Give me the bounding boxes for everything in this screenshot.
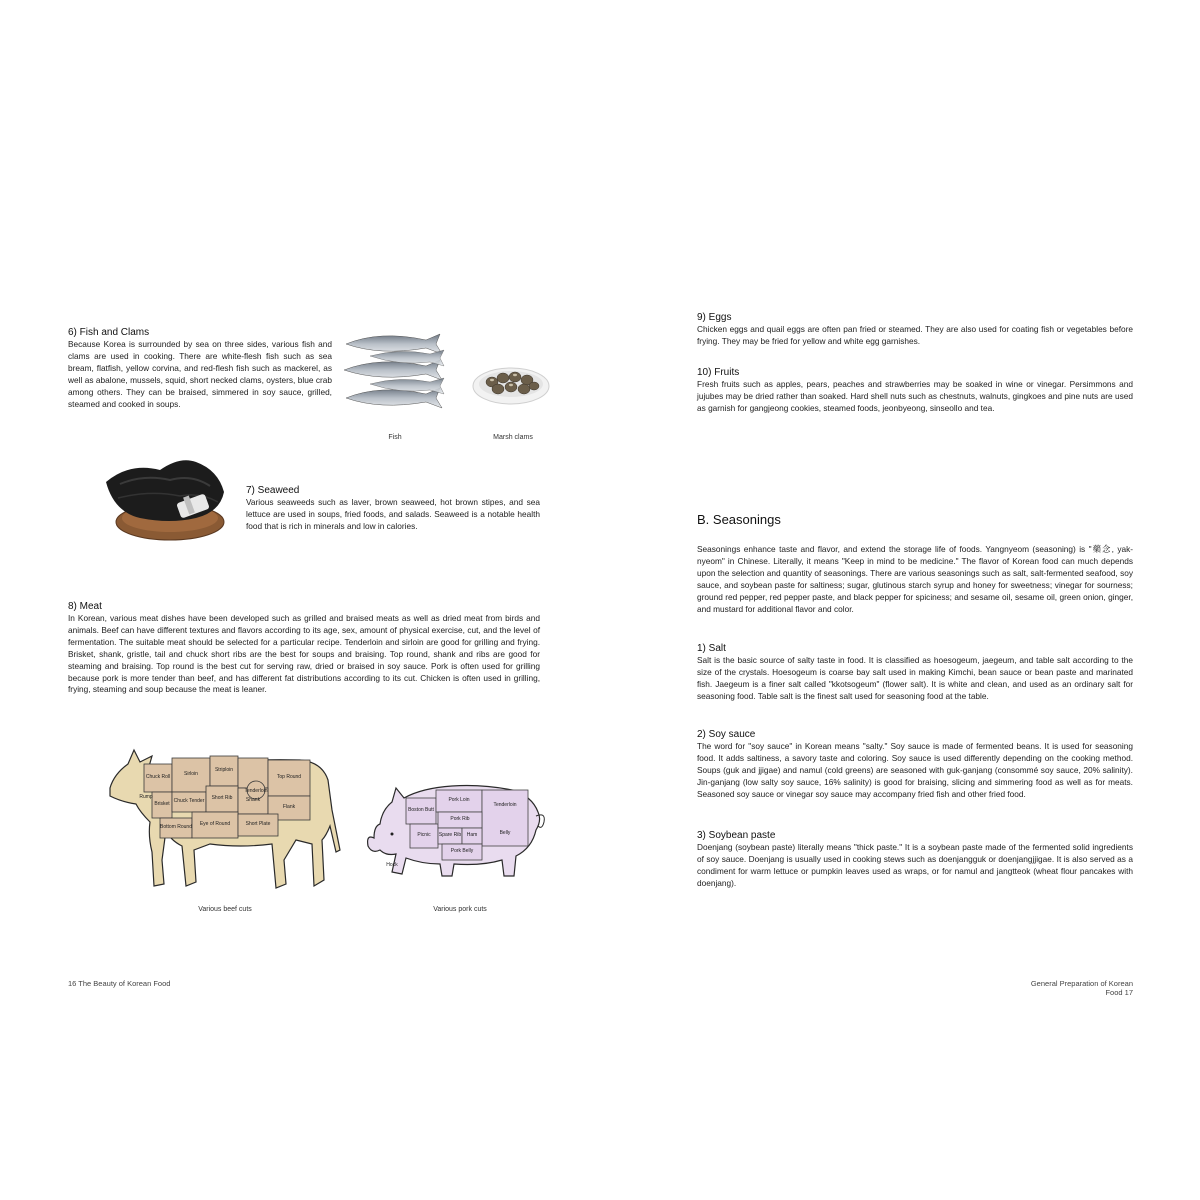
fish-image — [340, 328, 448, 420]
pork-cut-label: Belly — [499, 830, 511, 836]
pork-cut-label: Pork Belly — [450, 848, 474, 854]
pork-cut-label: Spare Rib — [438, 832, 462, 838]
pork-cut-label: Picnic — [417, 832, 431, 838]
beef-cut-label: Chuck Roll — [145, 774, 171, 780]
seaweed-image — [100, 452, 240, 544]
pork-cut-label: Ham — [466, 832, 478, 838]
right-footer: General Preparation of Korean Food 17 — [1030, 979, 1133, 997]
beef-cut-label: Rump — [139, 794, 153, 800]
soy-sauce-heading: 2) Soy sauce — [697, 729, 756, 740]
seasonings-heading: B. Seasonings — [697, 512, 781, 527]
fruits-heading: 10) Fruits — [697, 367, 740, 378]
beef-cuts-diagram — [100, 740, 350, 900]
beef-caption: Various beef cuts — [198, 906, 252, 913]
seaweed-body: Various seaweeds such as laver, brown seaweed, hot brown stipes, and sea lettuce are used in soups, fried foods, and salads. Seaweed is a notable health food that is rich in minerals and low in calories. — [246, 497, 540, 531]
pork-cut-label: Tenderloin — [493, 802, 517, 808]
soybean-paste-heading: 3) Soybean paste — [697, 830, 776, 841]
beef-cut-label: Tenderloin — [244, 788, 268, 794]
beef-cut-label: Sirloin — [184, 771, 198, 777]
clams-image — [470, 358, 552, 406]
left-footer: 16 The Beauty of Korean Food — [68, 979, 171, 988]
beef-cut-label: Striploin — [214, 767, 234, 773]
beef-cut-label: Flank — [282, 804, 296, 810]
beef-cut-label: Chuck Tender — [173, 798, 205, 804]
pork-cuts-diagram — [362, 776, 552, 886]
pork-cut-label: Pork Loin — [448, 797, 470, 803]
fruits-body: Fresh fruits such as apples, pears, peaches and strawberries may be soaked in wine or vinegar. Persimmons and jujubes may be dried rather than soaked. Hard shell nuts such as chestnuts, walnuts, gingkoes and pine nuts are used as garnish for gangjeong cookies, steamed foods, jeonbyeong, sinseollo and tea. — [697, 379, 1133, 413]
pork-cut-label: Boston Butt — [408, 807, 434, 813]
fish-caption: Fish — [388, 434, 402, 441]
seaweed-heading: 7) Seaweed — [246, 485, 300, 496]
beef-cut-label: Top Round — [276, 774, 302, 780]
beef-cut-label: Short Plate — [245, 821, 271, 827]
meat-body: In Korean, various meat dishes have been developed such as grilled and braised meats as well as dried meat from birds and animals. Beef can have different textures and flavors according to its age, sex, amount of physical exercise, cut, and the level of fermentation. The suitable meat should be selected for a particular recipe. Tenderloin and sirloin are good for grilling and frying. Brisket, shank, gristle, tail and chuck short ribs are the best for soups and braising. Top round, shank and ribs are good for steaming and braising. Top round is the best cut for serving raw, dried or braised in soy sauce. Pork is often used for grilling because pork is more tender than beef, and has different fat distributions according to its cut. Chicken is often used in grilling, frying, steaming and soup because the meat is leaner. — [68, 613, 540, 695]
eggs-body: Chicken eggs and quail eggs are often pan fried or steamed. They are also used for coating fish or vegetables before frying. They may be fried for yellow and white egg garnishes. — [697, 324, 1133, 346]
fish-heading: 6) Fish and Clams — [68, 327, 150, 338]
soy-sauce-body: The word for "soy sauce" in Korean means "salty." Soy sauce is made of fermented beans. It is used for seasoning food. It adds saltiness, a savory taste and coloring. Soy sauce is used differently depending on the cooking method. Soups (guk and jjigae) and namul (cold greens) are seasoned with guk-ganjang (consommé soy sauce, 20% salinity). Jin-ganjang (low salty soy sauce, 16% salinity) is good for braising, slicing and simmering food as well as for meats. Seasoned soy sauce or vinegar soy sauce may accompany fried fish and other fried food. — [697, 741, 1133, 799]
clams-caption: Marsh clams — [493, 434, 533, 441]
beef-cut-label: Bottom Round — [160, 824, 192, 830]
seasonings-body: Seasonings enhance taste and flavor, and extend the storage life of foods. Yangnyeom (seasoning) is "藥念, yak-nyeom" in Chinese. Literally, it means "Keep in mind to be medicine." The flavor of Korean food can much depends upon the selection and quantity of seasonings. There are various seasonings such as salt, salt-fermented seafood, soy sauce, and soybean paste for saltiness; sugar, glutinous starch syrup and honey for sweetness; vinegar for sourness; ground red pepper, red pepper paste, and black pepper for spiciness; and sesame oil, sesame oil, green onion, ginger, and mustard for additional flavor and color. — [697, 544, 1133, 614]
beef-cut-label: Shank — [245, 797, 261, 803]
meat-heading: 8) Meat — [68, 601, 102, 612]
beef-cut-label: Eye of Round — [199, 821, 231, 827]
pork-cut-label: Hock — [386, 862, 398, 868]
salt-heading: 1) Salt — [697, 643, 726, 654]
soybean-paste-body: Doenjang (soybean paste) literally means "thick paste." It is a soybean paste made of the fermented solid ingredients of soy sauce. Doenjang is usually used in cooking stews such as doenjangguk or doenjangjjigae. It is also served as a condiment for warm lettuce or pumpkin leaves used as wraps, or for namul and jangtteok (wheat flour pancakes with doenjang). — [697, 842, 1133, 888]
pork-cut-label: Pork Rib — [450, 816, 470, 822]
beef-cut-label: Short Rib — [211, 795, 233, 801]
pork-caption: Various pork cuts — [433, 906, 487, 913]
fish-body: Because Korea is surrounded by sea on three sides, various fish and clams are used in cooking. There are white-flesh fish such as sea bream, flatfish, yellow corvina, and red-flesh fish such as mackerel, as well as abalone, mussels, squid, short necked clams, oysters, blue crab among others. They can be braised, simmered in soy sauce, grilled, steamed and cooked in soups. — [68, 339, 332, 409]
salt-body: Salt is the basic source of salty taste in food. It is classified as hoesogeum, jaegeum, and table salt according to the size of the crystals. Hoesogeum is coarse bay salt used in making Kimchi, bean sauce or bean paste and marinated fish. Jaegeum is a finer salt called "kkotsogeum" (flower salt). It is white and clean, and used as an ordinary salt for seasoning food. Table salt is the finest salt used for seasoning food at the table. — [697, 655, 1133, 701]
eggs-heading: 9) Eggs — [697, 312, 732, 323]
beef-cut-label: Brisket — [154, 801, 170, 807]
